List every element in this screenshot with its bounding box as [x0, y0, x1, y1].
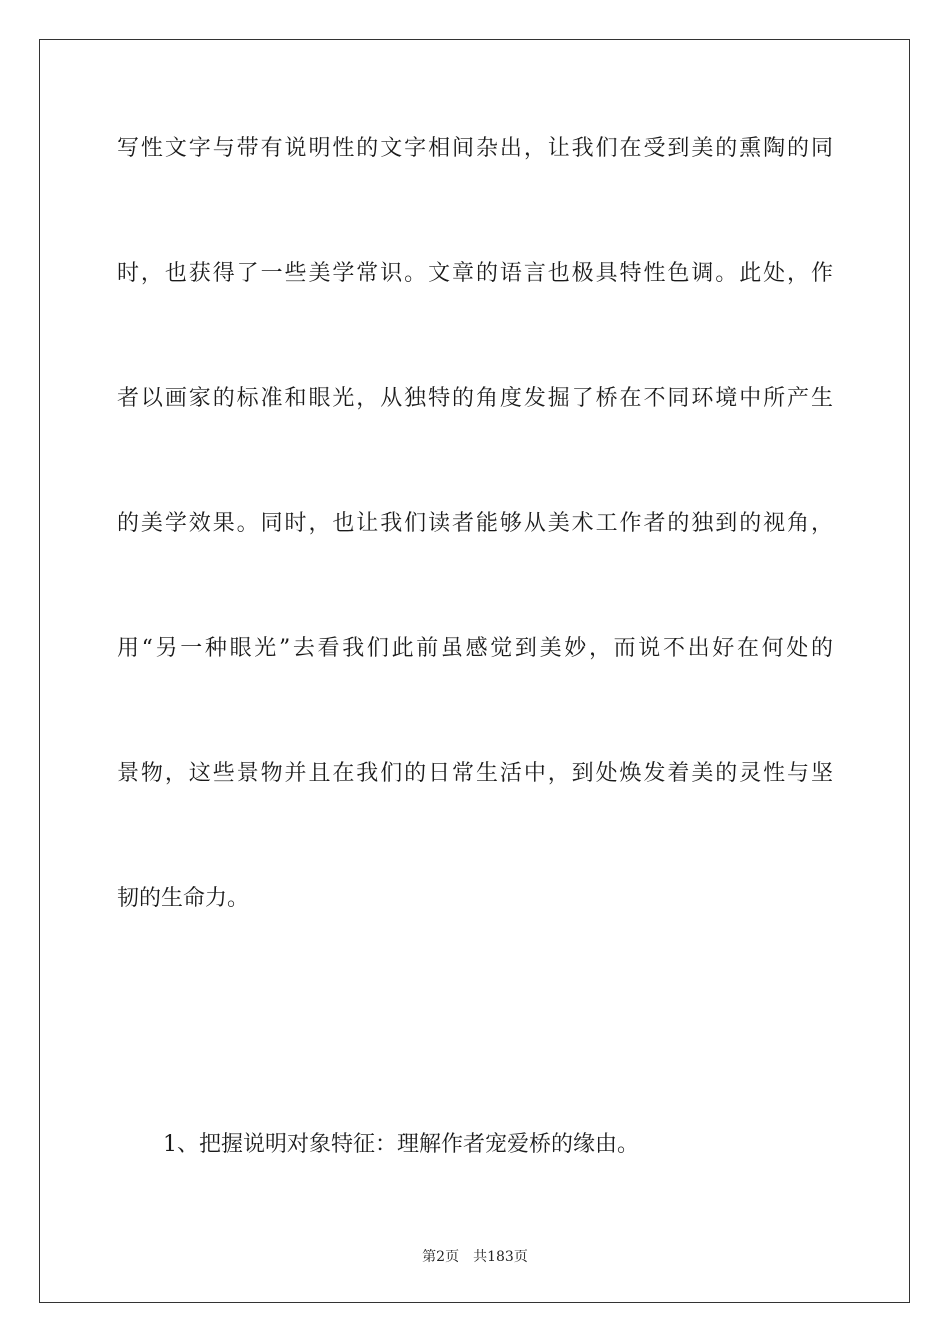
body-text-line-6: 景物，这些景物并且在我们的日常生活中，到处焕发着美的灵性与坚: [117, 761, 833, 786]
body-text-line-3: 者以画家的标准和眼光，从独特的角度发掘了桥在不同环境中所产生: [117, 386, 833, 411]
body-text-line-4: 的美学效果。同时，也让我们读者能够从美术工作者的独到的视角，: [117, 511, 833, 536]
page-border: [39, 39, 910, 1303]
body-text-line-2: 时，也获得了一些美学常识。文章的语言也极具特性色调。此处，作: [117, 261, 833, 286]
body-text-line-5: 用“另一种眼光”去看我们此前虽感觉到美妙，而说不出好在何处的: [117, 636, 833, 661]
body-text-line-7: 韧的生命力。: [117, 886, 250, 911]
page-footer: [0, 1247, 950, 1267]
numbered-list-item: 1、把握说明对象特征：理解作者宠爱桥的缘由。: [163, 1132, 639, 1157]
body-text-line-1: 写性文字与带有说明性的文字相间杂出，让我们在受到美的熏陶的同: [117, 136, 833, 161]
total-pages: 共183页: [473, 1249, 528, 1265]
page-number: 第2页: [422, 1249, 460, 1265]
